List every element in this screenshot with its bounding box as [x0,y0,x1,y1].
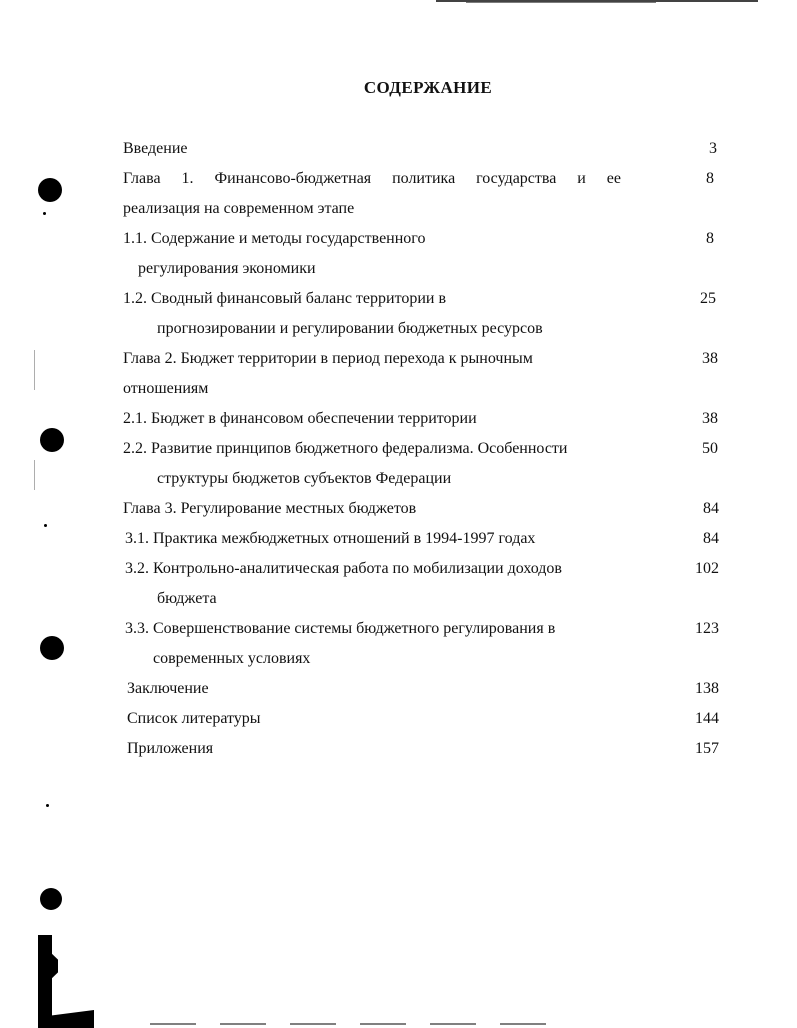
toc-entry-page: 25 [700,290,716,307]
toc-entry-title: Глава 2. Бюджет территории в период перехода к рыночным [123,350,533,367]
toc-entry-title-line2: бюджета [157,590,217,607]
toc-entry-page: 102 [695,560,719,577]
toc-entry-title-line2: структуры бюджетов субъектов Федерации [157,470,452,487]
toc-entry-title: 2.1. Бюджет в финансовом обеспечении территории [123,410,477,427]
toc-entry-title-line2: отношениям [123,380,209,397]
toc-entry-title: Введение [123,140,188,157]
toc-entry-page: 50 [702,440,718,457]
toc-entry-page: 8 [706,230,714,247]
toc-entry-title: 3.3. Совершенствование системы бюджетного регулирования в [125,620,556,637]
toc-entry-page: 8 [706,170,714,187]
toc-entry-title: 3.2. Контрольно-аналитическая работа по мобилизации доходов [125,560,562,577]
toc-entry-page: 157 [695,740,719,757]
toc-entry-page: 38 [702,410,718,427]
toc-entry-page: 38 [702,350,718,367]
toc-entry-page: 123 [695,620,719,637]
toc-entry-page: 84 [703,500,719,517]
toc-entry-page: 84 [703,530,719,547]
toc-entry-title: 3.1. Практика межбюджетных отношений в 1994-1997 годах [125,530,536,547]
toc-entry-page: 138 [695,680,719,697]
toc-entry-title: Глава 3. Регулирование местных бюджетов [123,500,417,517]
toc-entry-title: 1.2. Сводный финансовый баланс территории в [123,290,447,307]
toc-entry-title-line2: современных условиях [153,650,311,667]
toc-entry-title: 1.1. Содержание и методы государственного [123,230,426,247]
toc-entry-title-line2: прогнозировании и регулировании бюджетных ресурсов [157,320,543,337]
toc-entry-title: 2.2. Развитие принципов бюджетного федерализма. Особенности [123,440,568,457]
toc-entry-title: Список литературы [127,710,261,727]
toc-entry-page: 3 [709,140,717,157]
toc-entry-title: Заключение [127,680,209,697]
page-title: СОДЕРЖАНИЕ [363,78,493,97]
toc-entry-title-line2: реализация на современном этапе [123,200,355,217]
toc-entry-title: Глава 1. Финансово-бюджетная политика государства и ее [123,170,621,187]
toc-entry-title: Приложения [127,740,214,757]
toc-entry-title-line2: регулирования экономики [138,260,316,277]
toc-entry-page: 144 [695,710,719,727]
